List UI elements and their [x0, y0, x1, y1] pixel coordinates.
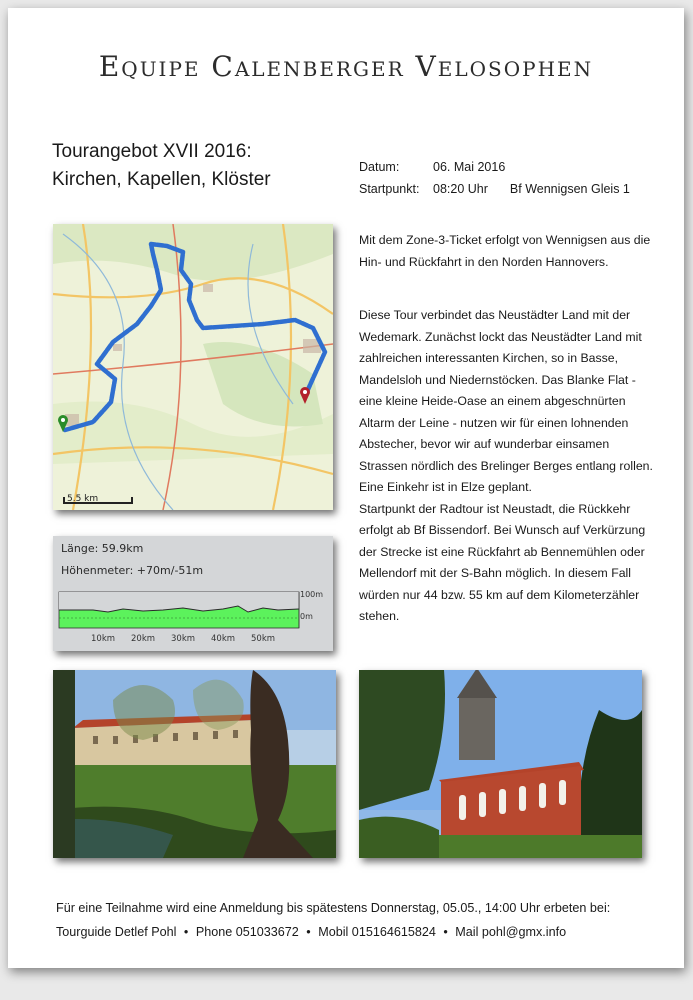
tour-info: [359, 156, 630, 200]
flyer-page: [8, 8, 684, 968]
profile-tick: 50km: [251, 634, 276, 644]
bullet-separator: •: [306, 925, 311, 939]
tour-description: [359, 230, 659, 628]
email-address[interactable]: Mail pohl@gmx.info: [455, 925, 567, 939]
profile-tick: 10km: [91, 634, 116, 644]
map-scale-label: 5.5 km: [67, 494, 99, 504]
profile-tick: 30km: [171, 634, 196, 644]
description-paragraph: Mit dem Zone-3-Ticket erfolgt von Wennigsen aus die Hin- und Rückfahrt in den Norden Hannovers.: [359, 233, 651, 269]
start-place: Bf Wennigsen Gleis 1: [509, 182, 630, 196]
date-row: [359, 156, 630, 178]
date-label: Datum:: [359, 160, 400, 174]
club-name-heading: Equipe Calenberger Velosophen: [98, 50, 594, 83]
route-map-graphic: [53, 224, 333, 510]
profile-elevation: Höhenmeter: +70m/-51m: [61, 564, 204, 577]
start-row: [359, 178, 630, 200]
elevation-profile: [53, 536, 333, 651]
monastery-photo: [53, 670, 336, 858]
start-time: 08:20 Uhr: [433, 182, 488, 196]
guide-name: Tourguide Detlef Pohl: [56, 925, 177, 939]
church-photo: [359, 670, 642, 858]
date-value: 06. Mai 2016: [433, 160, 506, 174]
route-map: [53, 224, 333, 510]
profile-tick: 40km: [211, 634, 236, 644]
description-paragraph: Startpunkt der Radtour ist Neustadt, die Rückkehr erfolgt ab Bf Bissendorf. Bei Wunsch auf Verkürzung der Strecke ist eine Rückfahrt ab Bennemühlen oder Mellendorf mit der S-Bahn möglich. In diesem Fall würden nur 44 bzw. 55 km auf dem Kilometerzähler stehen.: [359, 501, 646, 623]
footer: [56, 896, 610, 944]
tour-title: [52, 138, 271, 194]
description-paragraph: Eine Einkehr ist in Elze geplant.: [359, 480, 532, 494]
bullet-separator: •: [183, 925, 189, 939]
start-label: Startpunkt:: [359, 182, 420, 196]
description-paragraph: Diese Tour verbindet das Neustädter Land mit der Wedemark. Zunächst lockt das Neustädter Land mit zahlreichen interessanten Kirchen, so in Basse, Mandelsloh und Niedernstöcken. Das Blanke Flat - eine kleine Heide-Oase an einem abgeschnürten Altarm der Leine - nutzen wir für einen lohnenden Abstecher, bevor wir auf wunderbar einsamen Strassen nördlich des Brelinger Berges entlang rollen.: [359, 308, 653, 473]
profile-length: Länge: 59.9km: [61, 542, 144, 555]
profile-y-bottom: 0m: [300, 612, 313, 621]
phone-number: Phone 051033672: [195, 925, 299, 939]
contact-line: [56, 920, 610, 944]
tour-title-line2: Kirchen, Kapellen, Klöster: [52, 169, 271, 190]
registration-note: Für eine Teilnahme wird eine Anmeldung bis spätestens Donnerstag, 05.05., 14:00 Uhr erbeten bei:: [56, 901, 611, 915]
profile-tick: 20km: [131, 634, 156, 644]
bullet-separator: •: [443, 925, 448, 939]
profile-y-top: 100m: [300, 590, 324, 599]
mobile-number: Mobil 015164615824: [318, 925, 436, 939]
tour-title-line1: Tourangebot XVII 2016:: [52, 141, 252, 162]
